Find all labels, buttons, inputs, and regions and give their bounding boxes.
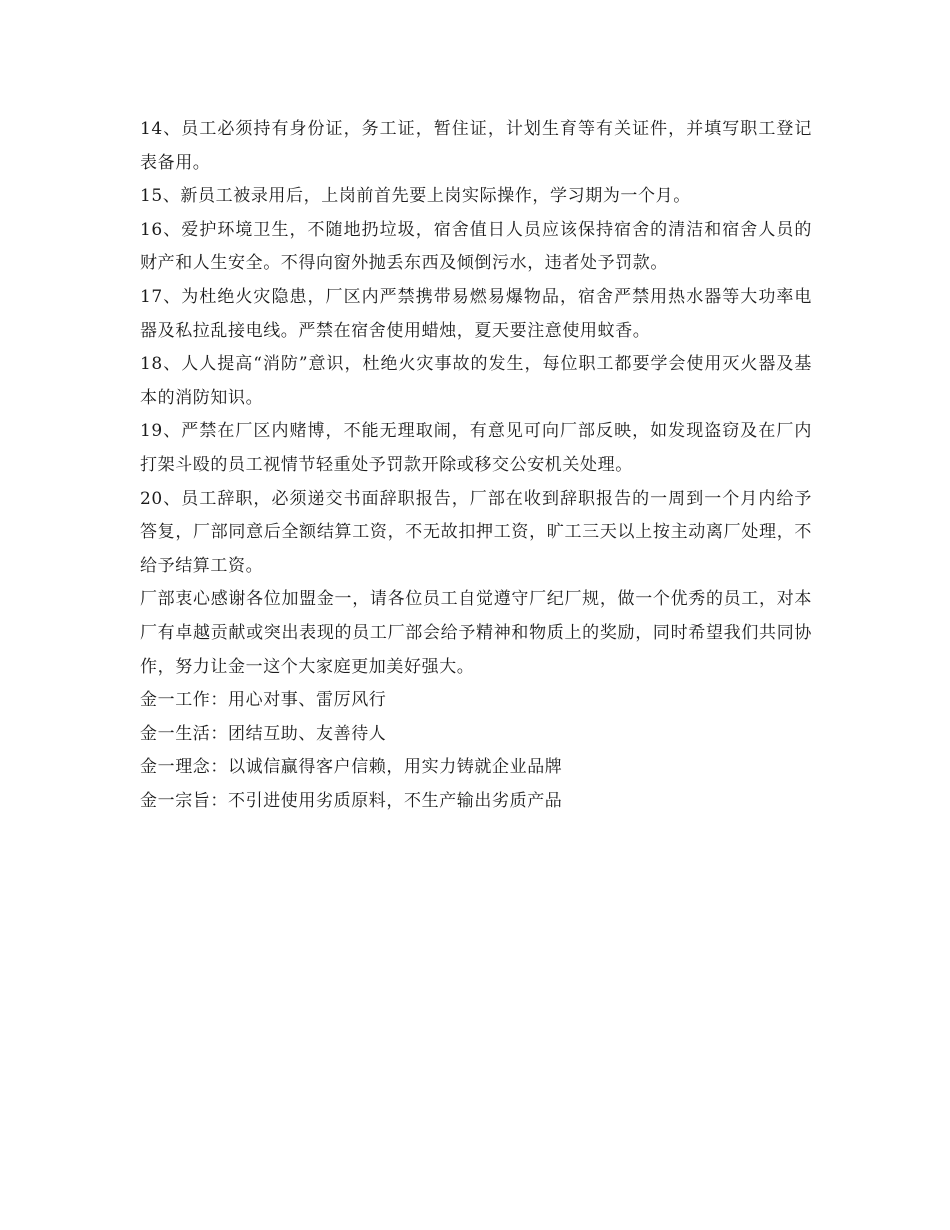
- rule-17: 17、为杜绝火灾隐患，厂区内严禁携带易燃易爆物品，宿舍严禁用热水器等大功率电器及私拉乱接电线。严禁在宿舍使用蜡烛，夏天要注意使用蚊香。: [140, 286, 812, 341]
- rule-14: 14、员工必须持有身份证，务工证，暂住证，计划生育等有关证件，并填写职工登记表备用。: [140, 119, 812, 173]
- motto-life: 金一生活：团结互助、友善待人: [140, 723, 387, 744]
- motto-work: 金一工作：用心对事、雷厉风行: [140, 690, 387, 711]
- rule-15: 15、新员工被录用后，上岗前首先要上岗实际操作，学习期为一个月。: [140, 186, 691, 207]
- motto-purpose: 金一宗旨：不引进使用劣质原料，不生产输出劣质产品: [140, 790, 563, 811]
- motto-philosophy: 金一理念：以诚信赢得客户信赖，用实力铸就企业品牌: [140, 757, 563, 778]
- rule-18: 18、人人提高“消防”意识，杜绝火灾事故的发生，每位职工都要学会使用灭火器及基本的消防知识。: [140, 354, 812, 408]
- closing-statement: 厂部衷心感谢各位加盟金一，请各位员工自觉遵守厂纪厂规，做一个优秀的员工，对本厂有卓越贡献或突出表现的员工厂部会给予精神和物质上的奖励，同时希望我们共同协作，努力让金一这个大家庭更加美好强大。: [140, 589, 812, 677]
- rule-19: 19、严禁在厂区内赌博，不能无理取闹，有意见可向厂部反映，如发现盗窃及在厂内打架斗殴的员工视情节轻重处予罚款开除或移交公安机关处理。: [140, 421, 812, 475]
- document-body: [140, 113, 812, 818]
- rule-16: 16、爱护环境卫生，不随地扔垃圾，宿舍值日人员应该保持宿舍的清洁和宿舍人员的财产和人生安全。不得向窗外抛丢东西及倾倒污水，违者处予罚款。: [140, 219, 812, 274]
- rule-20: 20、员工辞职，必须递交书面辞职报告，厂部在收到辞职报告的一周到一个月内给予答复，厂部同意后全额结算工资，不无故扣押工资，旷工三天以上按主动离厂处理，不给予结算工资。: [140, 488, 812, 576]
